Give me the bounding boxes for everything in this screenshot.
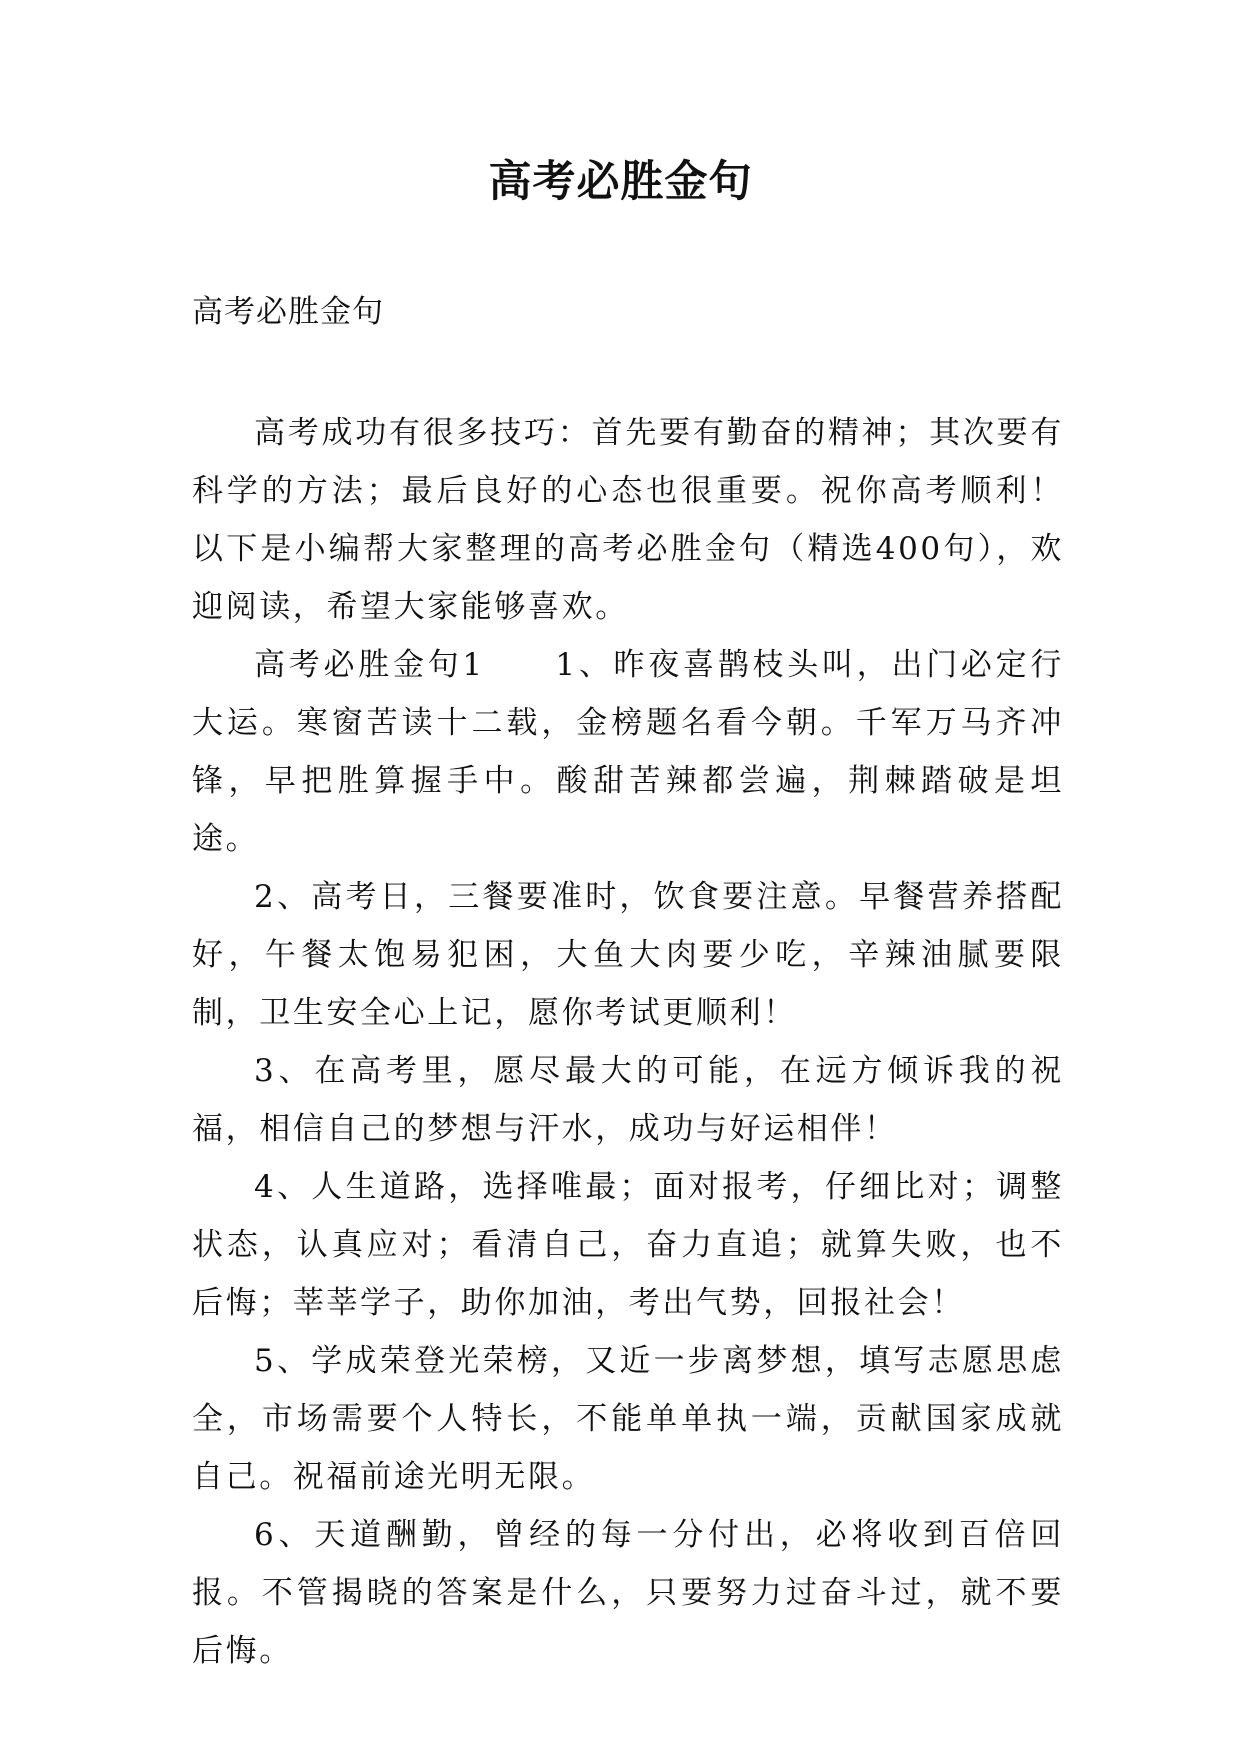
paragraph-item-5: 5、学成荣登光荣榜，又近一步离梦想，填写志愿思虑全，市场需要个人特长，不能单单执一端，贡献国家成就自己。祝福前途光明无限。 — [192, 1343, 1064, 1495]
paragraph-item-4: 4、人生道路，选择唯最；面对报考，仔细比对；调整状态，认真应对；看清自己，奋力直追；就算失败，也不后悔；莘莘学子，助你加油，考出气势，回报社会！ — [192, 1169, 1064, 1321]
paragraph-item-6: 6、天道酬勤，曾经的每一分付出，必将收到百倍回报。不管揭晓的答案是什么，只要努力过奋斗过，就不要后悔。 — [192, 1517, 1064, 1669]
document-body — [192, 404, 1064, 1680]
paragraph-item-2: 2、高考日，三餐要准时，饮食要注意。早餐营养搭配好，午餐太饱易犯困，大鱼大肉要少吃，辛辣油腻要限制，卫生安全心上记，愿你考试更顺利！ — [192, 879, 1064, 1031]
document-subtitle: 高考必胜金句 — [192, 294, 384, 330]
paragraph-item-1: 高考必胜金句1 1、昨夜喜鹊枝头叫，出门必定行大运。寒窗苦读十二载，金榜题名看今朝。千军万马齐冲锋，早把胜算握手中。酸甜苦辣都尝遍，荆棘踏破是坦途。 — [192, 647, 1064, 857]
paragraph-item-3: 3、在高考里，愿尽最大的可能，在远方倾诉我的祝福，相信自己的梦想与汗水，成功与好运相伴！ — [192, 1053, 1064, 1147]
paragraph-intro: 高考成功有很多技巧：首先要有勤奋的精神；其次要有科学的方法；最后良好的心态也很重要。祝你高考顺利！以下是小编帮大家整理的高考必胜金句（精选400句），欢迎阅读，希望大家能够喜欢。 — [192, 415, 1064, 625]
document-title: 高考必胜金句 — [488, 157, 753, 207]
